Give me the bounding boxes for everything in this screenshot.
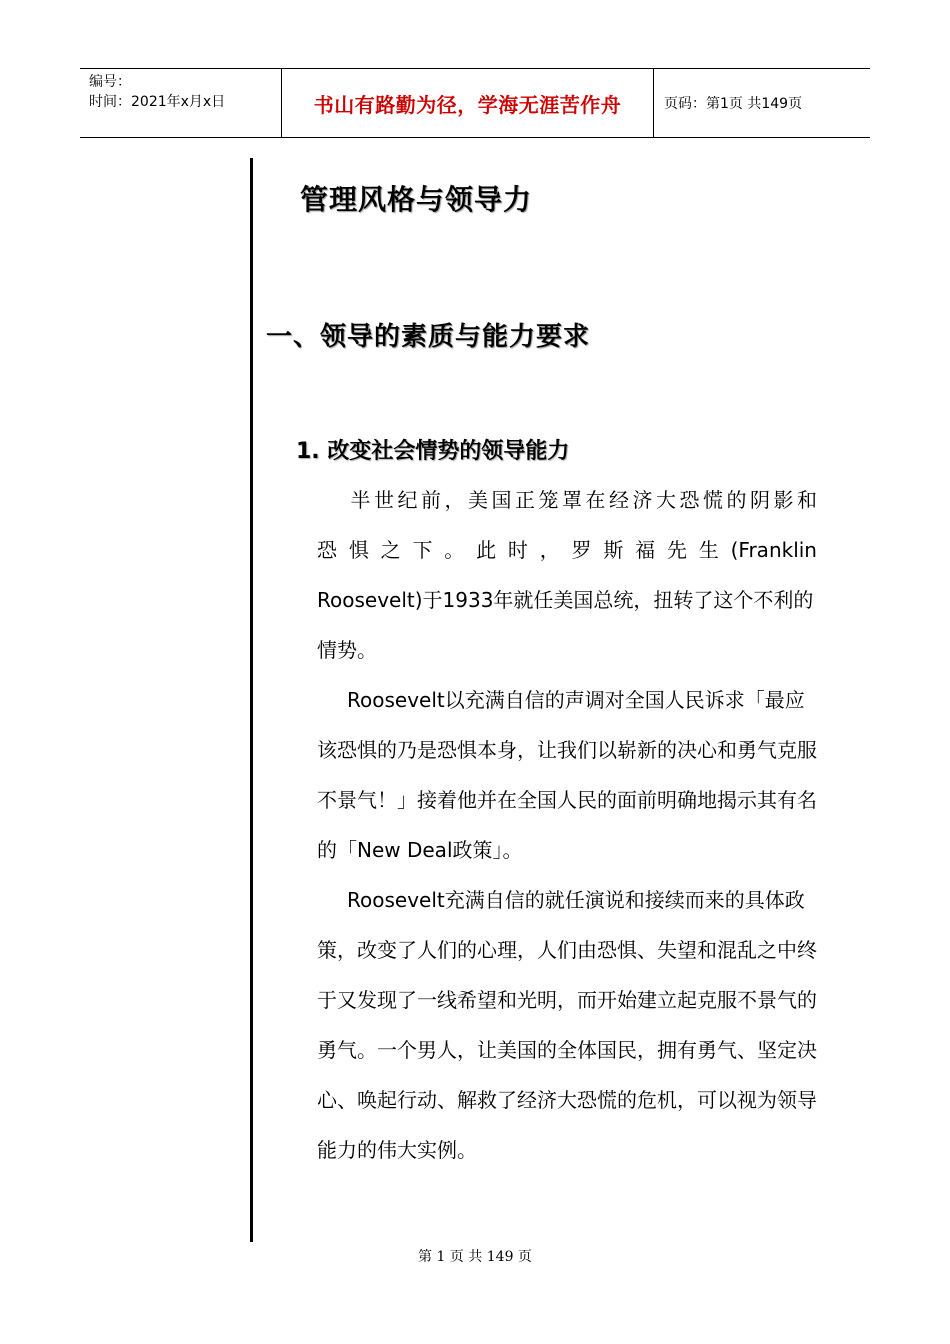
section-heading: 一、领导的素质与能力要求 (266, 322, 591, 352)
page-info-text: 页码：第1页 共149页 (664, 96, 803, 112)
page-footer: 第 1 页 共 149 页 (418, 1249, 532, 1265)
paragraph-3-text: Roosevelt充满自信的就任演说和接续而来的具体政策，改变了人们的心理，人们由恐惧、失望和混乱之中终于又发现了一线希望和光明，而开始建立起克服不景气的勇气。一个男人，让美国的全体国民，拥有勇气、坚定决心、唤起行动、解救了经济大恐慌的危机，可以视为领导能力的伟大实例。 (317, 888, 817, 1162)
paragraph-1-line-2: 恐惧之下。此时，罗斯福先生(Franklin (317, 538, 817, 562)
paragraph-2-text: Roosevelt以充满自信的声调对全国人民诉求「最应该恐惧的乃是恐惧本身，让我们以崭新的决心和勇气克服不景气！」接着他并在全国人民的面前明确地揭示其有名的「New Deal政策」。 (317, 688, 817, 862)
paragraph-1-line-1: 半世纪前，美国正笼罩在经济大恐慌的阴影和 (347, 488, 817, 512)
paragraph-2 (317, 675, 817, 875)
subsection-heading: 1. 改变社会情势的领导能力 (296, 439, 570, 464)
header-motto-cell (282, 69, 654, 137)
document-title: 管理风格与领导力 (300, 183, 533, 216)
header-motto: 书山有路勤为径，学海无涯苦作舟 (313, 92, 622, 117)
header-meta (80, 69, 282, 137)
page-header (80, 68, 870, 138)
paragraph-1 (317, 475, 817, 675)
date-label: 时间：2021年x月x日 (89, 94, 226, 110)
number-label: 编号： (89, 74, 131, 90)
left-margin-rule (250, 158, 253, 1242)
paragraph-1-rest: Roosevelt)于1933年就任美国总统，扭转了这个不利的情势。 (317, 588, 814, 662)
paragraph-3 (317, 875, 817, 1175)
header-page-info (654, 69, 870, 137)
